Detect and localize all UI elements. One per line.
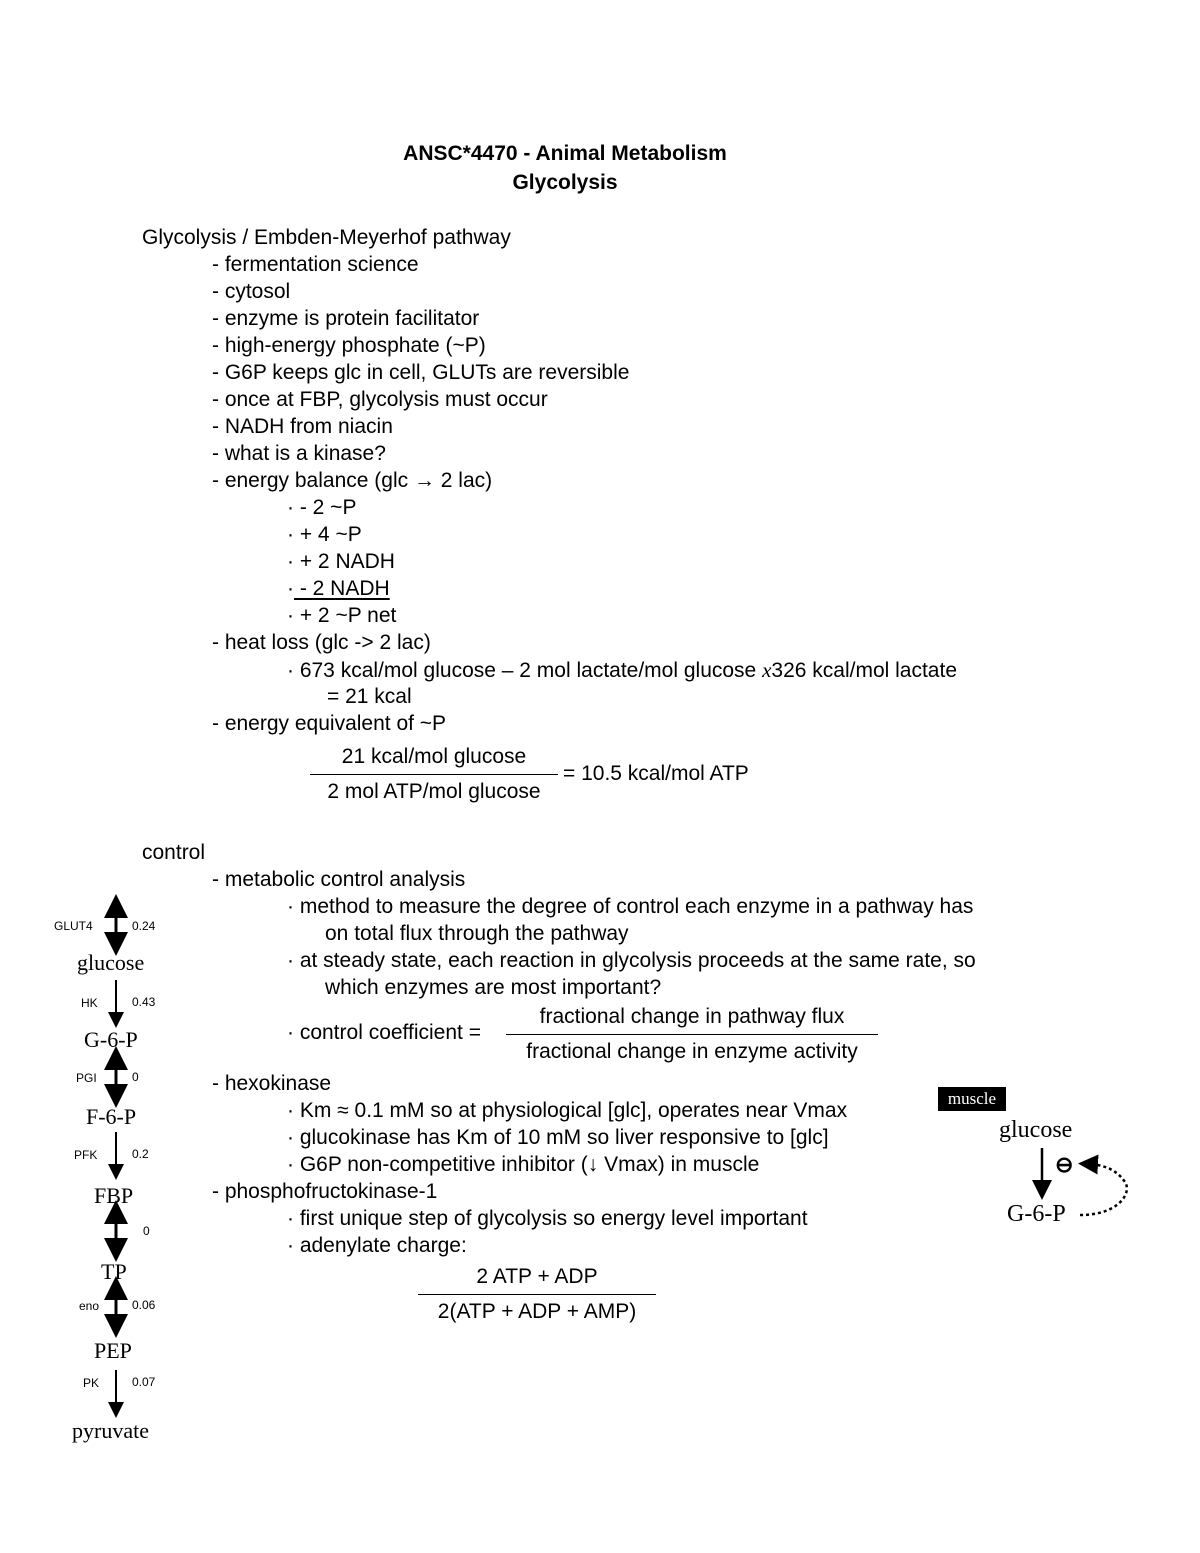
inset-g6p-label: G-6-P	[1007, 1201, 1066, 1227]
energy-equivalent-fraction	[310, 744, 558, 805]
metabolite-label: F-6-P	[86, 1104, 137, 1129]
control-coefficient-value: 0.06	[132, 1298, 156, 1312]
list-item: - energy balance (glc → 2 lac)	[212, 469, 493, 492]
list-item: - metabolic control analysis	[212, 868, 466, 891]
control-coefficient-value: 0.2	[132, 1147, 149, 1161]
pfk-point: · first unique step of glycolysis so energy level important	[287, 1207, 808, 1230]
fraction-numerator: fractional change in pathway flux	[539, 1005, 845, 1028]
hk-point: · glucokinase has Km of 10 mM so liver responsive to [glc]	[287, 1126, 829, 1149]
enzyme-label: HK	[81, 996, 98, 1010]
pfk-point: · adenylate charge:	[287, 1234, 467, 1257]
energy-equivalent-item: - energy equivalent of ~P	[212, 712, 447, 735]
pathway-arrows	[0, 0, 200, 1553]
control-coefficient-value: 0.24	[132, 919, 156, 933]
muscle-tag: muscle	[938, 1087, 1006, 1111]
mca-point: · at steady state, each reaction in glycolysis proceeds at the same rate, so	[287, 949, 976, 972]
metabolite-label: glucose	[77, 950, 145, 975]
metabolite-label: PEP	[94, 1338, 132, 1363]
section-heading-control: control	[142, 841, 206, 864]
enzyme-label: PFK	[74, 1148, 98, 1162]
enzyme-label: PK	[83, 1376, 100, 1390]
mca-point-cont: on total flux through the pathway	[325, 922, 629, 945]
metabolite-label: G-6-P	[84, 1027, 138, 1052]
metabolite-label: FBP	[94, 1183, 134, 1208]
control-coefficient-value: 0.07	[132, 1375, 156, 1389]
metabolite-label: TP	[101, 1259, 127, 1284]
fraction-bar	[310, 774, 558, 775]
heat-loss-calc: · 673 kcal/mol glucose – 2 mol lactate/mol glucose x326 kcal/mol lactate	[287, 658, 958, 682]
energy-equivalent-result: = 10.5 kcal/mol ATP	[563, 762, 749, 785]
balance-line: · + 2 NADH	[287, 550, 395, 573]
balance-line: · - 2 ~P	[287, 496, 357, 519]
feedback-inhibition-arrow	[1080, 1164, 1127, 1215]
list-item: - fermentation science	[212, 253, 419, 276]
inset-glucose-label: glucose	[999, 1117, 1073, 1143]
list-item: - high-energy phosphate (~P)	[212, 334, 486, 357]
mca-point-cont: which enzymes are most important?	[325, 976, 662, 999]
list-item: - cytosol	[212, 280, 291, 303]
control-coefficient-value: 0	[132, 1070, 139, 1084]
fraction-denominator: fractional change in enzyme activity	[526, 1040, 858, 1063]
list-item: - once at FBP, glycolysis must occur	[212, 388, 548, 411]
course-title: ANSC*4470 - Animal Metabolism	[403, 142, 727, 165]
adenylate-charge-fraction	[418, 1264, 656, 1325]
control-coefficient-value: 0.43	[132, 995, 156, 1009]
enzyme-label: PGI	[76, 1071, 97, 1085]
list-item: - enzyme is protein facilitator	[212, 307, 480, 330]
mca-point: · method to measure the degree of control each enzyme in a pathway has	[287, 895, 974, 918]
heat-loss-result: = 21 kcal	[327, 685, 412, 708]
list-item: - phosphofructokinase-1	[212, 1180, 438, 1203]
enzyme-label: eno	[79, 1299, 100, 1313]
fraction-bar	[506, 1034, 878, 1035]
inhibition-icon: ⊖	[1055, 1152, 1074, 1177]
list-item: - G6P keeps glc in cell, GLUTs are reversible	[212, 361, 630, 384]
fraction-bar	[418, 1294, 656, 1295]
balance-line: · - 2 NADH	[287, 577, 390, 600]
control-coefficient-label: · control coefficient =	[287, 1021, 481, 1044]
list-item: - hexokinase	[212, 1072, 332, 1095]
balance-line: · + 4 ~P	[287, 523, 362, 546]
hk-point: · Km ≈ 0.1 mM so at physiological [glc], operates near Vmax	[287, 1099, 848, 1122]
control-coefficient-value: 0	[143, 1224, 150, 1238]
control-coefficient-fraction	[506, 1004, 878, 1065]
list-item: - NADH from niacin	[212, 415, 393, 438]
metabolite-label: pyruvate	[72, 1418, 149, 1443]
balance-line: · + 2 ~P net	[287, 604, 397, 627]
fraction-denominator: 2(ATP + ADP + AMP)	[437, 1300, 637, 1323]
fraction-numerator: 2 ATP + ADP	[476, 1265, 598, 1288]
inset-arrows	[1020, 1140, 1140, 1220]
fraction-numerator: 21 kcal/mol glucose	[341, 745, 527, 768]
hk-point: · G6P non-competitive inhibitor (↓ Vmax) in muscle	[287, 1153, 760, 1176]
section-heading-glycolysis: Glycolysis / Embden-Meyerhof pathway	[142, 226, 511, 249]
topic-title: Glycolysis	[512, 171, 618, 194]
enzyme-label: GLUT4	[54, 919, 93, 933]
heat-loss-item: - heat loss (glc -> 2 lac)	[212, 631, 431, 654]
list-item: - what is a kinase?	[212, 442, 386, 465]
fraction-denominator: 2 mol ATP/mol glucose	[327, 780, 541, 803]
